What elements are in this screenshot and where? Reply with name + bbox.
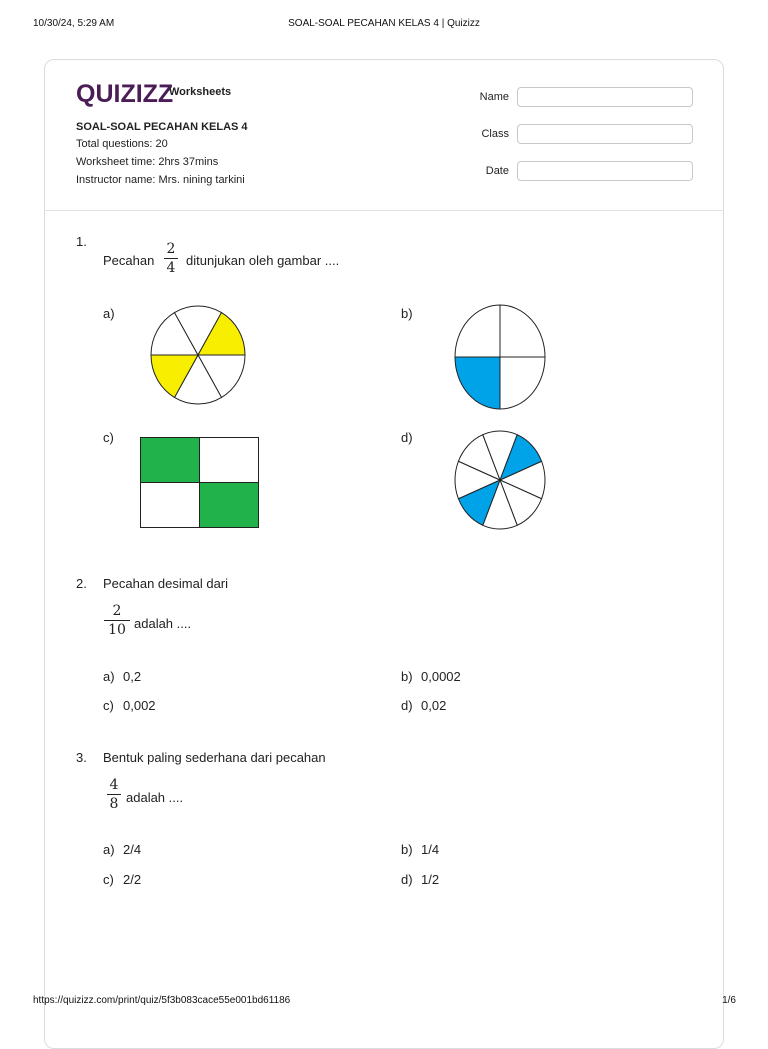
question-1-number: 1. bbox=[76, 234, 87, 249]
quizizz-logo: QUIZIZZ bbox=[76, 80, 174, 108]
print-header bbox=[0, 18, 768, 32]
pie-sector bbox=[455, 305, 500, 357]
q3-option-c-value[interactable]: 2/2 bbox=[123, 872, 142, 887]
class-field[interactable] bbox=[517, 124, 693, 144]
question-2-number: 2. bbox=[76, 576, 87, 591]
page-number: 1/6 bbox=[722, 995, 736, 1006]
q2-option-d-value[interactable]: 0,02 bbox=[421, 698, 447, 713]
q3-option-d-value[interactable]: 1/2 bbox=[421, 872, 440, 887]
question-2-fraction bbox=[104, 603, 130, 638]
question-1-fraction bbox=[164, 241, 178, 276]
date-label: Date bbox=[485, 165, 509, 177]
fraction-denominator: 8 bbox=[109, 796, 119, 812]
name-label: Name bbox=[479, 91, 509, 103]
grid-cell-top-right bbox=[200, 438, 259, 483]
worksheet-card bbox=[44, 59, 724, 1049]
q3-option-b-label[interactable]: b) bbox=[401, 842, 413, 857]
q2-option-a-label[interactable]: a) bbox=[103, 669, 115, 684]
q2-option-c-value[interactable]: 0,002 bbox=[123, 698, 156, 713]
q2-option-c-label[interactable]: c) bbox=[103, 698, 114, 713]
class-label: Class bbox=[481, 128, 509, 140]
question-1-text-pre: Pecahan bbox=[103, 253, 155, 268]
print-timestamp: 10/30/24, 5:29 AM bbox=[33, 18, 115, 29]
question-2-text: Pecahan desimal dari bbox=[103, 576, 229, 591]
question-3-number: 3. bbox=[76, 750, 87, 765]
option-c-label[interactable]: c) bbox=[103, 430, 114, 445]
pie-sector bbox=[500, 305, 545, 357]
print-title: SOAL-SOAL PECAHAN KELAS 4 | Quizizz bbox=[288, 18, 480, 29]
option-d-pie-figure[interactable] bbox=[452, 428, 548, 532]
fraction-denominator: 4 bbox=[166, 260, 176, 276]
option-b-label[interactable]: b) bbox=[401, 306, 413, 321]
question-3-text: Bentuk paling sederhana dari pecahan bbox=[103, 750, 326, 765]
question-2-text-post: adalah .... bbox=[134, 616, 192, 631]
grid-cell-bottom-left bbox=[141, 483, 200, 528]
worksheet-time: Worksheet time: 2hrs 37mins bbox=[76, 156, 219, 168]
fraction-numerator: 2 bbox=[166, 241, 176, 257]
q3-option-a-label[interactable]: a) bbox=[103, 842, 115, 857]
pie-sector bbox=[500, 357, 545, 409]
q2-option-b-label[interactable]: b) bbox=[401, 669, 413, 684]
question-1-text-post: ditunjukan oleh gambar .... bbox=[186, 253, 340, 268]
grid-cell-top-left bbox=[141, 438, 200, 483]
q2-option-d-label[interactable]: d) bbox=[401, 698, 413, 713]
q3-option-a-value[interactable]: 2/4 bbox=[123, 842, 142, 857]
q2-option-b-value[interactable]: 0,0002 bbox=[421, 669, 461, 684]
name-field[interactable] bbox=[517, 87, 693, 107]
q3-option-d-label[interactable]: d) bbox=[401, 872, 413, 887]
fraction-denominator: 10 bbox=[108, 622, 126, 638]
logo-subtitle: Worksheets bbox=[169, 86, 232, 98]
option-a-label[interactable]: a) bbox=[103, 306, 115, 321]
print-url: https://quizizz.com/print/quiz/5f3b083cace55e001bd61186 bbox=[33, 995, 291, 1006]
instructor-name: Instructor name: Mrs. nining tarkini bbox=[76, 174, 245, 186]
q2-option-a-value[interactable]: 0,2 bbox=[123, 669, 142, 684]
worksheet-header bbox=[45, 60, 723, 211]
fraction-numerator: 4 bbox=[109, 777, 119, 793]
option-b-pie-figure[interactable] bbox=[452, 303, 548, 411]
question-3-fraction bbox=[107, 777, 121, 812]
total-questions: Total questions: 20 bbox=[76, 138, 168, 150]
q3-option-b-value[interactable]: 1/4 bbox=[421, 842, 440, 857]
fraction-numerator: 2 bbox=[112, 603, 122, 619]
pie-sector bbox=[455, 357, 500, 409]
option-c-grid-figure[interactable] bbox=[138, 436, 262, 530]
question-3-text-post: adalah .... bbox=[126, 790, 184, 805]
option-d-label[interactable]: d) bbox=[401, 430, 413, 445]
date-field[interactable] bbox=[517, 161, 693, 181]
q3-option-c-label[interactable]: c) bbox=[103, 872, 114, 887]
grid-cell-bottom-right bbox=[200, 483, 259, 528]
worksheet-title: SOAL-SOAL PECAHAN KELAS 4 bbox=[76, 121, 248, 133]
option-a-pie-figure[interactable] bbox=[148, 303, 248, 407]
